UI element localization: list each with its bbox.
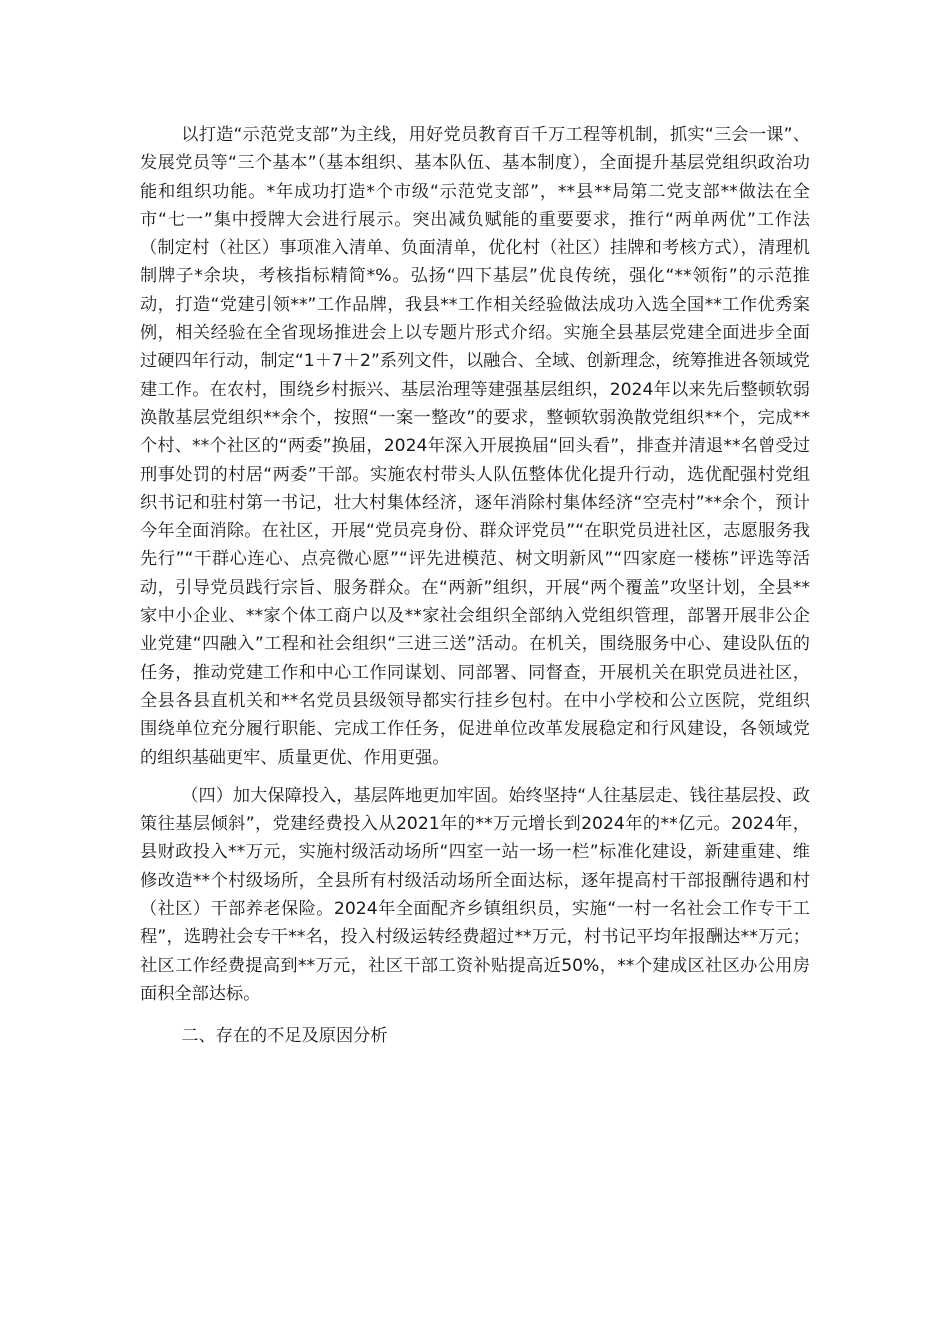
document-page (140, 121, 810, 1051)
section-heading: 二、存在的不足及原因分析 (181, 1026, 388, 1047)
paragraph-party-building: 以打造“示范党支部”为主线，用好党员教育百千万工程等机制，抓实“三会一课”、发展党员等“三个基本”（基本组织、基本队伍、基本制度），全面提升基层党组织政治功能和组织功能。*年成功打造*个市级“示范党支部”，**县**局第二党支部**做法在全市“七一”集中授牌大会进行展示。突出减负赋能的重要要求，推行“两单两优”工作法（制定村（社区）事项准入清单、负面清单，优化村（社区）挂牌和考核方式），清理机制牌子*余块，考核指标精简*%。弘扬“四下基层”优良传统，强化“**领衔”的示范推动，打造“党建引领**”工作品牌，我县**工作相关经验做法成功入选全国**工作优秀案例，相关经验在全省现场推进会上以专题片形式介绍。实施全县基层党建全面进步全面过硬四年行动，制定“1＋7＋2”系列文件，以融合、全域、创新理念，统筹推进各领域党建工作。在农村，围绕乡村振兴、基层治理等建强基层组织，2024年以来先后整顿软弱涣散基层党组织**余个，按照“一案一整改”的要求，整顿软弱涣散党组织**个，完成**个村、**个社区的“两委”换届，2024年深入开展换届“回头看”，排查并清退**名曾受过刑事处罚的村居“两委”干部。实施农村带头人队伍整体优化提升行动，选优配强村党组织书记和驻村第一书记，壮大村集体经济，逐年消除村集体经济“空壳村”**余个，预计今年全面消除。在社区，开展“党员亮身份、群众评党员”“在职党员进社区，志愿服务我先行”“干群心连心、点亮微心愿”“评先进模范、树文明新风”“四家庭一楼栋”评选等活动，引导党员践行宗旨、服务群众。在“两新”组织，开展“两个覆盖”攻坚计划，全县**家中小企业、**家个体工商户以及**家社会组织全部纳入党组织管理，部署开展非公企业党建“四融入”工程和社会组织“三进三送”活动。在机关，围绕服务中心、建设队伍的任务，推动党建工作和中心工作同谋划、同部署、同督查，开展机关在职党员进社区，全县各县直机关和**名党员县级领导都实行挂乡包村。在中小学校和公立医院，党组织围绕单位充分履行职能、完成工作任务，促进单位改革发展稳定和行风建设，各领域党的组织基础更牢、质量更优、作用更强。 (140, 125, 810, 768)
paragraph-guarantee-investment: （四）加大保障投入，基层阵地更加牢固。始终坚持“人往基层走、钱往基层投、政策往基层倾斜”，党建经费投入从2021年的**万元增长到2024年的**亿元。2024年，县财政投入**万元，实施村级活动场所“四室一站一场一栏”标准化建设，新建重建、维修改造**个村级场所，全县所有村级活动场所全面达标，逐年提高村干部报酬待遇和村（社区）干部养老保险。2024年全面配齐乡镇组织员，实施“一村一名社会工作专干工程”，选聘社会专干**名，投入村级运转经费超过**万元，村书记平均年报酬达**万元；社区工作经费提高到**万元，社区干部工资补贴提高近50%，**个建成区社区办公用房面积全部达标。 (140, 785, 810, 1004)
